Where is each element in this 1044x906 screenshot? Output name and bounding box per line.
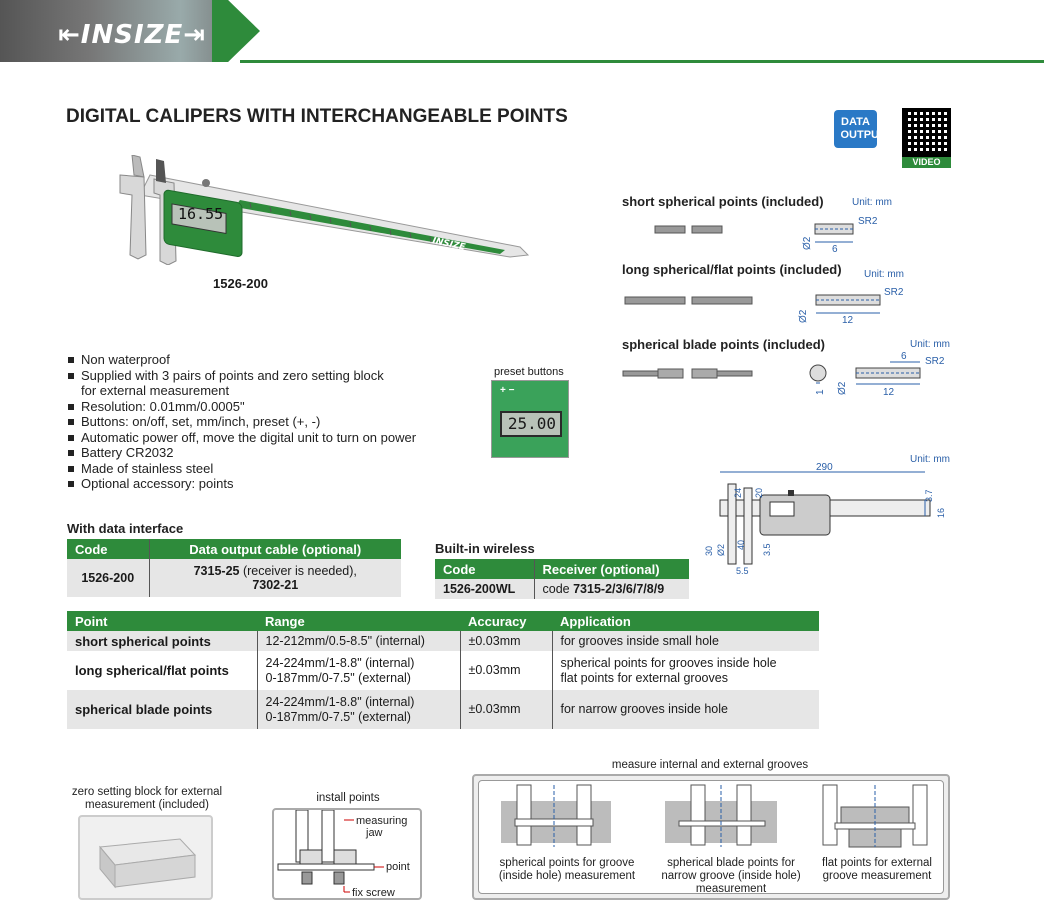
feature-item: Automatic power off, move the digital unit to turn on power	[68, 430, 416, 446]
blade-thk: 1	[815, 389, 826, 395]
dim-20: 20	[754, 487, 764, 498]
install-diagram	[274, 810, 420, 898]
table-row	[67, 631, 819, 651]
grooves-panel	[472, 774, 950, 900]
feature-item: Non waterproof	[68, 352, 416, 368]
grooves-diagram	[479, 781, 943, 851]
grooves-caption: measure internal and external grooves	[611, 759, 809, 771]
col-code: Code	[67, 539, 149, 559]
caliper-image	[110, 155, 530, 265]
blade-points-unit: Unit: mm	[910, 339, 950, 350]
application-cell: spherical points for grooves inside hole flat points for external grooves	[560, 655, 777, 685]
zero-block-icon	[80, 817, 211, 898]
video-qr[interactable]	[902, 108, 951, 168]
install-caption: install points	[316, 792, 380, 804]
table-row	[67, 651, 819, 690]
brand-logo: ⇤INSIZE⇥	[58, 20, 207, 50]
dim-d2: Ø2	[716, 543, 726, 556]
accuracy-cell: ±0.03mm	[460, 651, 552, 690]
dim-5-5: 5.5	[736, 566, 749, 576]
dim-24: 24	[733, 487, 743, 498]
long-dia: Ø2	[798, 309, 809, 323]
feature-item: Optional accessory: points	[68, 476, 416, 492]
receiver-cell: code 7315-2/3/6/7/8/9	[534, 579, 689, 599]
col-application: Application	[552, 611, 819, 631]
short-sr: SR2	[858, 216, 878, 227]
feature-item: for external measurement	[81, 383, 230, 398]
groove-caption-2: spherical blade points for narrow groove (inside hole) measurement	[661, 857, 801, 895]
dimension-drawing	[700, 460, 950, 580]
short-points-unit: Unit: mm	[852, 197, 892, 208]
long-len: 12	[842, 315, 854, 326]
qr-code-icon	[902, 108, 951, 157]
page-header	[0, 0, 1044, 64]
application-cell: for grooves inside small hole	[552, 631, 819, 651]
code-cell: 1526-200WL	[435, 579, 534, 599]
caliper-logo: INSIZE	[431, 236, 467, 253]
col-code: Code	[435, 559, 534, 579]
accuracy-cell: ±0.03mm	[460, 631, 552, 651]
jaw-label: measuring	[356, 815, 408, 827]
page-title: DIGITAL CALIPERS WITH INTERCHANGEABLE POINTS	[66, 106, 568, 127]
jaw-label-2: jaw	[366, 827, 383, 839]
zero-block-caption: zero setting block for external measurement (included)	[71, 786, 223, 811]
preset-display: 25.00	[500, 411, 562, 437]
col-point: Point	[67, 611, 257, 631]
code-cell: 1526-200	[67, 559, 149, 597]
blade-points-drawing	[620, 350, 960, 400]
data-interface-heading: With data interface	[67, 521, 184, 536]
dim-3-5: 3.5	[762, 543, 772, 556]
wireless-heading: Built-in wireless	[435, 541, 535, 556]
feature-item: Battery CR2032	[68, 445, 416, 461]
install-points-image	[272, 808, 422, 900]
long-points-label: long spherical/flat points (included)	[622, 262, 842, 277]
dim-30: 30	[704, 545, 714, 556]
point-cell: long spherical/flat points	[67, 651, 257, 690]
points-spec-table	[67, 611, 819, 729]
short-len: 6	[832, 244, 838, 255]
feature-item: Buttons: on/off, set, mm/inch, preset (+, -)	[68, 414, 416, 430]
blade-len2: 6	[901, 351, 907, 362]
point-cell: short spherical points	[67, 631, 257, 651]
plus-minus-labels: + −	[500, 385, 515, 396]
application-cell: for narrow grooves inside hole	[552, 690, 819, 729]
col-cable: Data output cable (optional)	[149, 539, 401, 559]
header-arrow	[212, 0, 260, 62]
blade-dia: Ø2	[837, 381, 848, 395]
range-cell: 24-224mm/1-8.8" (internal) 0-187mm/0-7.5" (external)	[257, 651, 460, 690]
fix-screw-label: fix screw	[352, 887, 395, 898]
short-points-drawing	[650, 212, 940, 257]
header-rule	[240, 60, 1044, 63]
table-row	[67, 690, 819, 729]
preset-buttons-image	[491, 380, 569, 458]
caliper-display-value: 16.55	[178, 205, 224, 223]
long-points-unit: Unit: mm	[864, 269, 904, 280]
long-sr: SR2	[884, 287, 904, 298]
preset-caption: preset buttons	[494, 366, 564, 378]
groove-caption-3: flat points for external groove measurement	[822, 857, 932, 882]
range-cell: 24-224mm/1-8.8" (internal) 0-187mm/0-7.5" (external)	[257, 690, 460, 729]
long-points-drawing	[620, 283, 920, 328]
dims-unit: Unit: mm	[910, 454, 950, 465]
cable-cell: 7315-25 (receiver is needed), 7302-21	[149, 559, 401, 597]
feature-item: Supplied with 3 pairs of points and zero setting block	[68, 368, 416, 384]
dim-40: 40	[736, 539, 746, 550]
feature-list	[68, 352, 416, 492]
short-dia: Ø2	[802, 236, 813, 250]
col-accuracy: Accuracy	[460, 611, 552, 631]
short-points-label: short spherical points (included)	[622, 194, 824, 209]
zero-block-image	[78, 815, 213, 900]
point-label: point	[386, 861, 410, 873]
data-output-badge: DATA OUTPUT	[834, 110, 877, 148]
table-row	[67, 559, 401, 597]
range-cell: 12-212mm/0.5-8.5" (internal)	[257, 631, 460, 651]
data-interface-table	[67, 539, 401, 597]
grooves-inner	[478, 780, 944, 894]
blade-points-label: spherical blade points (included)	[622, 337, 825, 352]
feature-item: Made of stainless steel	[68, 461, 416, 477]
col-receiver: Receiver (optional)	[534, 559, 689, 579]
dim-16: 16	[936, 507, 946, 518]
groove-caption-1: spherical points for groove (inside hole) measurement	[498, 857, 636, 882]
table-row	[435, 579, 689, 599]
blade-sr: SR2	[925, 356, 945, 367]
feature-item: Resolution: 0.01mm/0.0005"	[68, 399, 416, 415]
col-range: Range	[257, 611, 460, 631]
model-label: 1526-200	[213, 276, 268, 291]
dim-3-7: 3.7	[924, 489, 934, 502]
point-cell: spherical blade points	[67, 690, 257, 729]
accuracy-cell: ±0.03mm	[460, 690, 552, 729]
blade-len: 12	[883, 387, 895, 398]
dim-290: 290	[816, 462, 833, 473]
wireless-table	[435, 559, 689, 599]
video-label: VIDEO	[902, 157, 951, 168]
